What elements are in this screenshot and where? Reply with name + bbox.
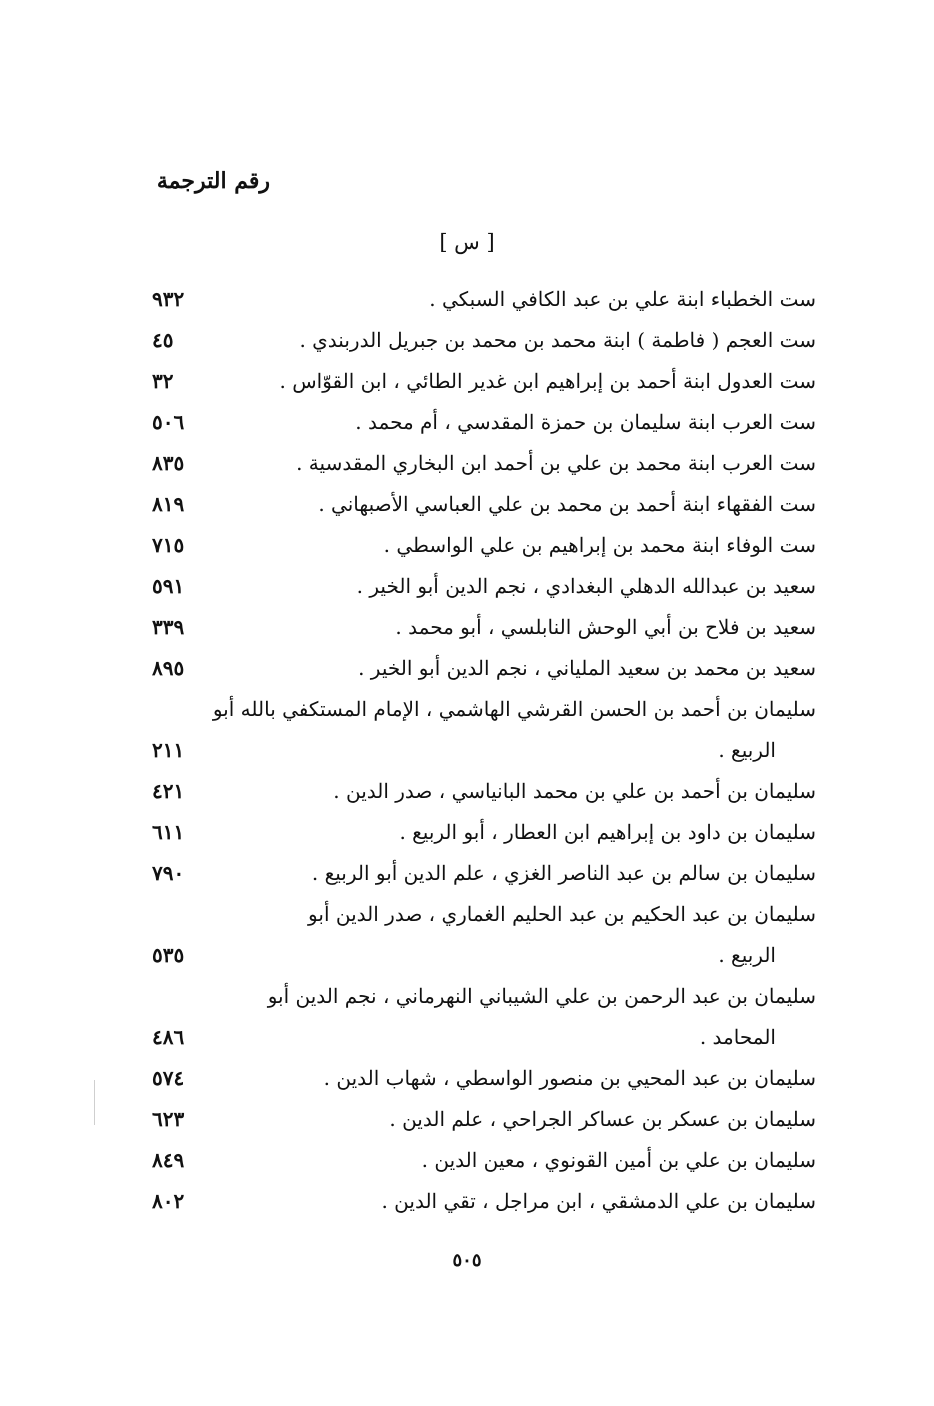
column-header-title: رقم الترجمة	[156, 168, 270, 194]
index-entry	[0, 1182, 934, 1223]
index-entry-line	[0, 608, 934, 649]
index-entries-list	[0, 280, 934, 1223]
index-entry-line	[0, 977, 934, 1018]
entry-name-text: سليمان بن سالم بن عبد الناصر الغزي ، علم الدين أبو الربيع .	[311, 861, 816, 885]
index-entry-line	[0, 1059, 934, 1100]
entry-biography-number: ٥٠٦	[152, 410, 185, 434]
entry-biography-number: ٤٢١	[152, 779, 185, 803]
index-entry-line	[0, 813, 934, 854]
entry-biography-number: ٩٣٢	[152, 287, 185, 311]
entry-biography-number: ٤٨٦	[152, 1025, 185, 1049]
index-entry-line	[0, 1182, 934, 1223]
entry-name-text: سليمان بن داود بن إبراهيم ابن العطار ، أبو الربيع .	[399, 820, 816, 844]
entry-name-text: ست العدول ابنة أحمد بن إبراهيم ابن غدير الطائي ، ابن القوّاس .	[279, 369, 816, 393]
entry-biography-number: ٦٢٣	[152, 1107, 185, 1131]
section-letter-heading: [ س ]	[439, 230, 495, 254]
entry-biography-number: ٢١١	[152, 738, 185, 762]
index-entry	[0, 444, 934, 485]
entry-biography-number: ٨٠٢	[152, 1189, 185, 1213]
index-entry-line	[0, 526, 934, 567]
entry-biography-number: ٨٤٩	[152, 1148, 185, 1172]
entry-name-text: ست العرب ابنة محمد بن علي بن أحمد ابن البخاري المقدسية .	[296, 451, 816, 475]
index-entry	[0, 772, 934, 813]
entry-name-text: سليمان بن عبد المحيي بن منصور الواسطي ، شهاب الدين .	[323, 1066, 816, 1090]
entry-biography-number: ٨٩٥	[152, 656, 185, 680]
entry-name-text: سعيد بن فلاح بن أبي الوحش النابلسي ، أبو محمد .	[395, 615, 816, 639]
index-entry	[0, 321, 934, 362]
margin-mark	[94, 1080, 95, 1125]
index-entry	[0, 854, 934, 895]
index-entry-line	[0, 485, 934, 526]
index-entry	[0, 608, 934, 649]
index-entry	[0, 977, 934, 1059]
entry-name-text: سليمان بن أحمد بن علي بن محمد البانياسي ، صدر الدين .	[333, 779, 816, 803]
entry-biography-number: ٣٢	[152, 369, 174, 393]
index-entry-line	[0, 1100, 934, 1141]
index-entry-line	[0, 895, 934, 936]
index-entry	[0, 403, 934, 444]
entry-biography-number: ٦١١	[152, 820, 185, 844]
entry-biography-number: ٧٩٠	[152, 861, 185, 885]
index-entry-line	[0, 321, 934, 362]
index-entry	[0, 1100, 934, 1141]
index-entry-line	[0, 772, 934, 813]
entry-name-text: ست الفقهاء ابنة أحمد بن محمد بن علي العباسي الأصبهاني .	[318, 492, 816, 516]
index-entry	[0, 813, 934, 854]
entry-name-text: سليمان بن عبد الحكيم بن عبد الحليم الغماري ، صدر الدين أبو	[308, 902, 816, 926]
index-entry-line	[0, 854, 934, 895]
index-entry	[0, 362, 934, 403]
entry-name-continuation: الربيع .	[718, 738, 776, 762]
entry-name-text: سعيد بن عبدالله الدهلي البغدادي ، نجم الدين أبو الخير .	[356, 574, 816, 598]
index-entry	[0, 649, 934, 690]
page-number: ٥٠٥	[452, 1250, 482, 1271]
entry-biography-number: ٥٧٤	[152, 1066, 185, 1090]
entry-biography-number: ٣٣٩	[152, 615, 185, 639]
index-entry-line	[0, 403, 934, 444]
index-entry-line	[0, 1018, 934, 1059]
entry-name-text: سليمان بن علي الدمشقي ، ابن مراجل ، تقي الدين .	[381, 1189, 816, 1213]
index-entry-line	[0, 567, 934, 608]
entry-name-text: ست العرب ابنة سليمان بن حمزة المقدسي ، أم محمد .	[355, 410, 816, 434]
index-entry-line	[0, 280, 934, 321]
index-entry-line	[0, 936, 934, 977]
index-entry-line	[0, 731, 934, 772]
entry-name-text: ست الوفاء ابنة محمد بن إبراهيم بن علي الواسطي .	[383, 533, 816, 557]
index-entry-line	[0, 1141, 934, 1182]
index-entry	[0, 567, 934, 608]
entry-name-text: سليمان بن عبد الرحمن بن علي الشيباني النهرماني ، نجم الدين أبو	[267, 984, 816, 1008]
index-entry	[0, 485, 934, 526]
entry-name-text: سعيد بن محمد بن سعيد الملياني ، نجم الدين أبو الخير .	[358, 656, 816, 680]
entry-biography-number: ٧١٥	[152, 533, 185, 557]
entry-name-text: سليمان بن أحمد بن الحسن القرشي الهاشمي ، الإمام المستكفي بالله أبو	[212, 697, 816, 721]
index-entry	[0, 280, 934, 321]
index-entry	[0, 526, 934, 567]
entry-biography-number: ٨١٩	[152, 492, 185, 516]
entry-name-text: ست الخطباء ابنة علي بن عبد الكافي السبكي .	[429, 287, 816, 311]
entry-biography-number: ٨٣٥	[152, 451, 185, 475]
entry-biography-number: ٥٣٥	[152, 943, 185, 967]
index-entry-line	[0, 690, 934, 731]
index-entry	[0, 1059, 934, 1100]
index-entry	[0, 895, 934, 977]
entry-biography-number: ٥٩١	[152, 574, 185, 598]
entry-biography-number: ٤٥	[152, 328, 174, 352]
index-entry	[0, 690, 934, 772]
entry-name-continuation: الربيع .	[718, 943, 776, 967]
entry-name-text: سليمان بن علي بن أمين القونوي ، معين الدين .	[421, 1148, 816, 1172]
index-entry-line	[0, 649, 934, 690]
index-entry-line	[0, 444, 934, 485]
index-entry-line	[0, 362, 934, 403]
entry-name-continuation: المحامد .	[699, 1025, 776, 1049]
entry-name-text: سليمان بن عسكر بن عساكر الجراحي ، علم الدين .	[389, 1107, 816, 1131]
entry-name-text: ست العجم ( فاطمة ) ابنة محمد بن محمد بن جبريل الدربندي .	[299, 328, 816, 352]
index-entry	[0, 1141, 934, 1182]
